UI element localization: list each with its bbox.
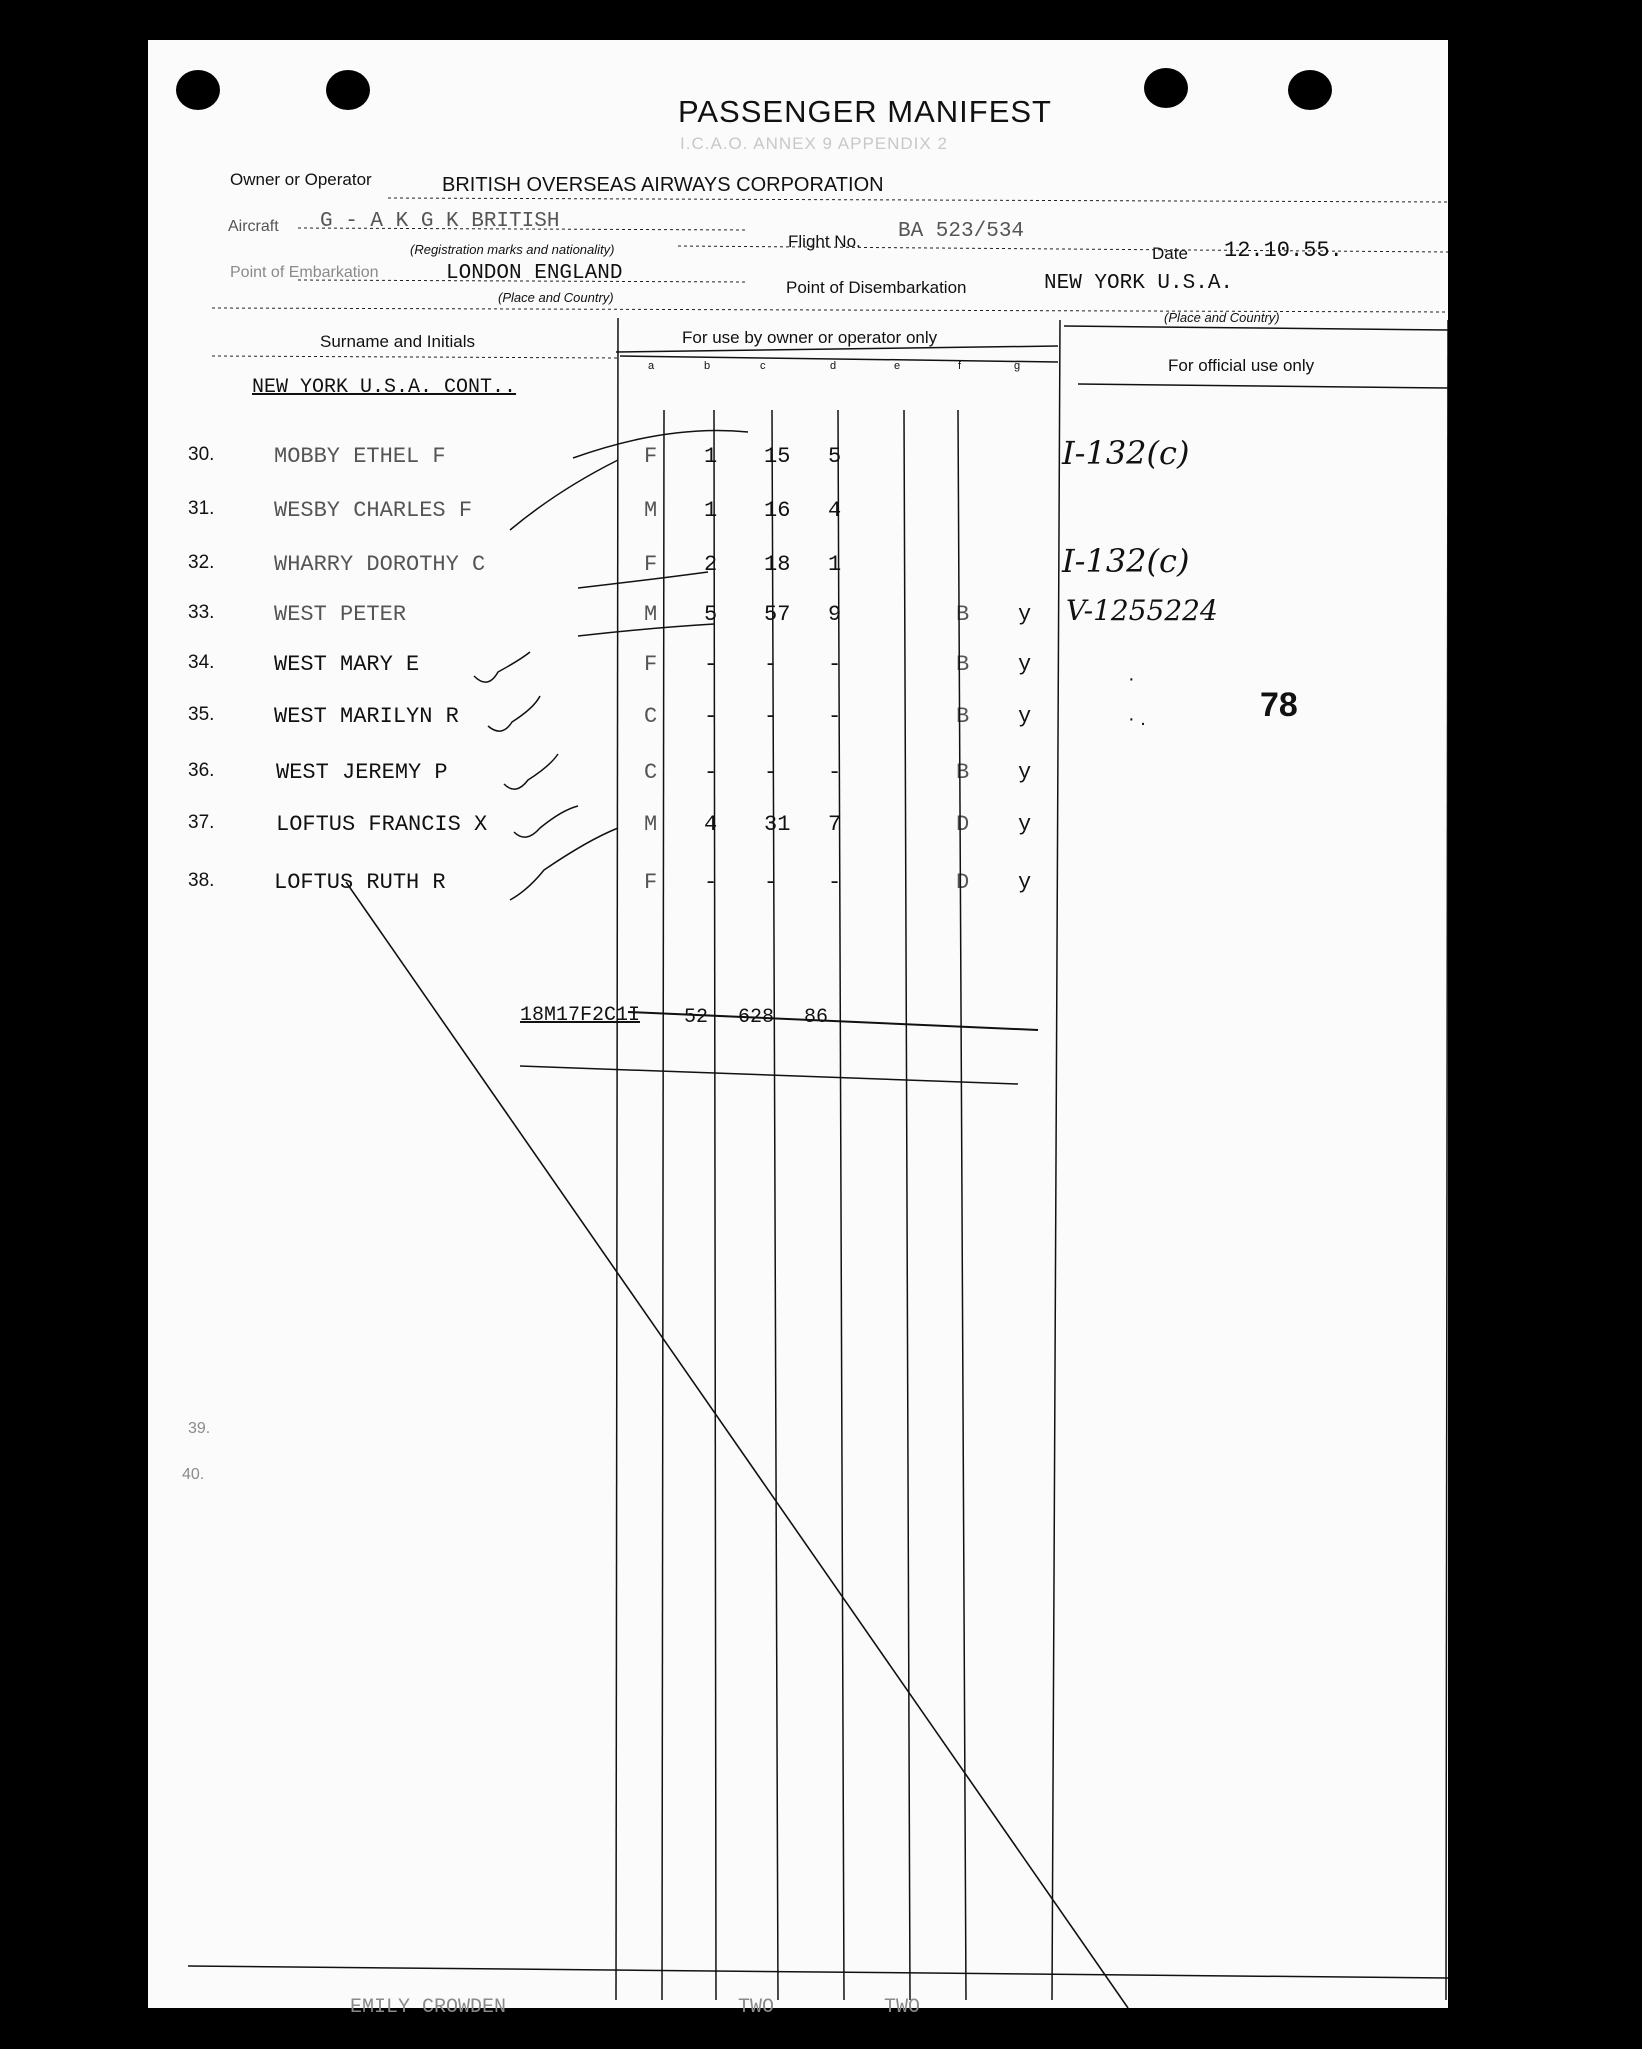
rule-col-line: [212, 356, 618, 358]
subcolumn-c: c: [760, 360, 766, 372]
rule-embark-line: [298, 280, 748, 282]
cell-a: M: [644, 602, 658, 627]
owner-label: Owner or Operator: [230, 170, 372, 189]
cell-g: y: [1018, 602, 1032, 627]
passenger-name: LOFTUS FRANCIS X: [276, 812, 488, 837]
disembarkation-note: (Place and Country): [1164, 310, 1280, 325]
totals-underline: [520, 1066, 1018, 1084]
rule-owner-line: [388, 198, 1448, 202]
row-number: 34.: [188, 652, 215, 673]
cell-g: y: [1018, 652, 1032, 677]
column-rule: [714, 410, 716, 2000]
rule-subcol-line: [620, 356, 1058, 362]
cell-a: C: [644, 760, 658, 785]
footer-extra: TWO: [884, 1996, 921, 2019]
column-rule: [616, 318, 618, 2000]
stamp-number: 78: [1260, 686, 1298, 724]
cell-d: -: [828, 704, 842, 729]
cell-c: 18: [764, 552, 791, 577]
column-rule: [838, 410, 844, 2000]
subcolumn-d: d: [830, 360, 837, 372]
form-rules: [148, 40, 1448, 2008]
column-rule: [662, 410, 664, 2000]
cell-d: -: [828, 870, 842, 895]
subcolumn-e: e: [894, 360, 901, 372]
column-header-surname: Surname and Initials: [320, 332, 475, 351]
footer-rule: [188, 1966, 1448, 1978]
sheet-right-border: [1446, 320, 1448, 2000]
cell-b: -: [704, 652, 718, 677]
cell-b: 1: [704, 444, 718, 469]
totals-b: 52: [684, 1006, 709, 1029]
passenger-name: MOBBY ETHEL F: [274, 444, 446, 469]
stamp-mark: · .: [1128, 708, 1146, 730]
cell-a: F: [644, 652, 658, 677]
cell-c: -: [764, 652, 778, 677]
tick-mark: [504, 754, 558, 789]
cell-b: 5: [704, 602, 718, 627]
cell-d: 9: [828, 602, 842, 627]
official-annotation: I-132(c): [1062, 434, 1190, 472]
tick-mark: [510, 828, 618, 900]
cell-f: B: [956, 652, 970, 677]
form-subtitle: I.C.A.O. ANNEX 9 APPENDIX 2: [680, 134, 948, 153]
row-number: 38.: [188, 870, 215, 891]
cell-d: 1: [828, 552, 842, 577]
row-number: 33.: [188, 602, 215, 623]
subcolumn-a: a: [648, 360, 655, 372]
disembarkation-label: Point of Disembarkation: [786, 278, 967, 297]
cell-f: B: [956, 602, 970, 627]
rule-official-line: [1064, 326, 1448, 330]
cell-f: B: [956, 704, 970, 729]
cell-a: F: [644, 552, 658, 577]
cell-g: y: [1018, 760, 1032, 785]
cell-g: y: [1018, 812, 1032, 837]
row-number: 31.: [188, 498, 215, 519]
cell-d: 7: [828, 812, 842, 837]
cell-c: 31: [764, 812, 791, 837]
embarkation-value: LONDON ENGLAND: [446, 262, 623, 285]
totals-rule: [628, 1012, 1038, 1030]
subcolumn-f: f: [958, 360, 962, 372]
cell-a: F: [644, 444, 658, 469]
aircraft-value: G - A K G K BRITISH: [320, 210, 560, 233]
cell-c: 16: [764, 498, 791, 523]
cell-a: M: [644, 498, 658, 523]
row-number: 37.: [188, 812, 215, 833]
row-number: 36.: [188, 760, 215, 781]
tick-mark: [488, 696, 540, 731]
cell-c: 15: [764, 444, 791, 469]
cell-a: M: [644, 812, 658, 837]
cell-a: C: [644, 704, 658, 729]
passenger-name: LOFTUS RUTH R: [274, 870, 446, 895]
cell-b: -: [704, 760, 718, 785]
totals-d: 86: [804, 1006, 829, 1029]
official-annotation: V-1255224: [1066, 594, 1218, 627]
rule-flight-line: [678, 246, 1448, 252]
totals-label: 18M17F2C1I: [520, 1004, 641, 1027]
cell-c: -: [764, 704, 778, 729]
footer-name: EMILY CROWDEN: [350, 1996, 507, 2019]
row-number: 32.: [188, 552, 215, 573]
tick-mark: [578, 624, 714, 636]
subcolumn-b: b: [704, 360, 711, 372]
tick-mark: [510, 460, 618, 530]
flight-value: BA 523/534: [898, 220, 1025, 243]
totals-c: 628: [738, 1006, 775, 1029]
aircraft-note: (Registration marks and nationality): [410, 242, 615, 257]
embarkation-note: (Place and Country): [498, 290, 614, 305]
row-number: 35.: [188, 704, 215, 725]
tick-mark: [573, 430, 748, 458]
cell-d: 4: [828, 498, 842, 523]
owner-value: BRITISH OVERSEAS AIRWAYS CORPORATION: [442, 174, 884, 196]
tick-mark: [514, 806, 578, 837]
rule-header-line: [212, 308, 1448, 312]
column-rule: [772, 410, 778, 2000]
section-heading: NEW YORK U.S.A. CONT..: [252, 376, 517, 399]
cell-c: 57: [764, 602, 791, 627]
passenger-name: WEST JEREMY P: [276, 760, 448, 785]
stamp-mark: ·: [1128, 668, 1135, 690]
cancel-strike: [346, 882, 1128, 2008]
date-value: 12.10.55.: [1224, 238, 1343, 263]
cell-b: 2: [704, 552, 718, 577]
row-number: 30.: [188, 444, 215, 465]
official-annotation: I-132(c): [1062, 542, 1190, 580]
tick-mark: [474, 652, 530, 682]
passenger-name: WHARRY DOROTHY C: [274, 552, 486, 577]
column-header-official-use: For official use only: [1168, 356, 1315, 375]
margin-number: 40.: [182, 1466, 205, 1483]
tick-mark: [578, 572, 708, 588]
cell-b: -: [704, 704, 718, 729]
rule-official-line-2: [1078, 384, 1448, 388]
column-rule: [904, 410, 910, 2000]
aircraft-label: Aircraft: [228, 218, 279, 235]
column-rule: [1052, 320, 1060, 2000]
cell-f: B: [956, 760, 970, 785]
cell-c: -: [764, 760, 778, 785]
cell-b: 1: [704, 498, 718, 523]
flight-label: Flight No.: [788, 232, 861, 251]
passenger-name: WEST MARY E: [274, 652, 420, 677]
margin-number: 39.: [188, 1420, 211, 1437]
date-label: Date: [1152, 244, 1188, 263]
cell-d: -: [828, 760, 842, 785]
disembarkation-value: NEW YORK U.S.A.: [1044, 272, 1234, 295]
cell-g: y: [1018, 870, 1032, 895]
column-rule: [958, 410, 966, 2000]
manifest-sheet: [148, 40, 1448, 2019]
rule-aircraft-line: [298, 228, 748, 230]
cell-b: 4: [704, 812, 718, 837]
cell-a: F: [644, 870, 658, 895]
cell-g: y: [1018, 704, 1032, 729]
form-title: PASSENGER MANIFEST: [678, 94, 1052, 129]
passenger-name: WEST MARILYN R: [274, 704, 459, 729]
column-header-owner-use: For use by owner or operator only: [682, 328, 938, 347]
footer-extra: TWO: [738, 1996, 775, 2019]
rule-owner-header-line: [616, 346, 1058, 352]
cell-b: -: [704, 870, 718, 895]
cell-c: -: [764, 870, 778, 895]
passenger-name: WEST PETER: [274, 602, 407, 627]
cell-f: D: [956, 812, 970, 837]
cell-d: 5: [828, 444, 842, 469]
cell-d: -: [828, 652, 842, 677]
embarkation-label: Point of Embarkation: [230, 264, 379, 281]
passenger-name: WESBY CHARLES F: [274, 498, 473, 523]
subcolumn-g: g: [1014, 360, 1021, 372]
cell-f: D: [956, 870, 970, 895]
